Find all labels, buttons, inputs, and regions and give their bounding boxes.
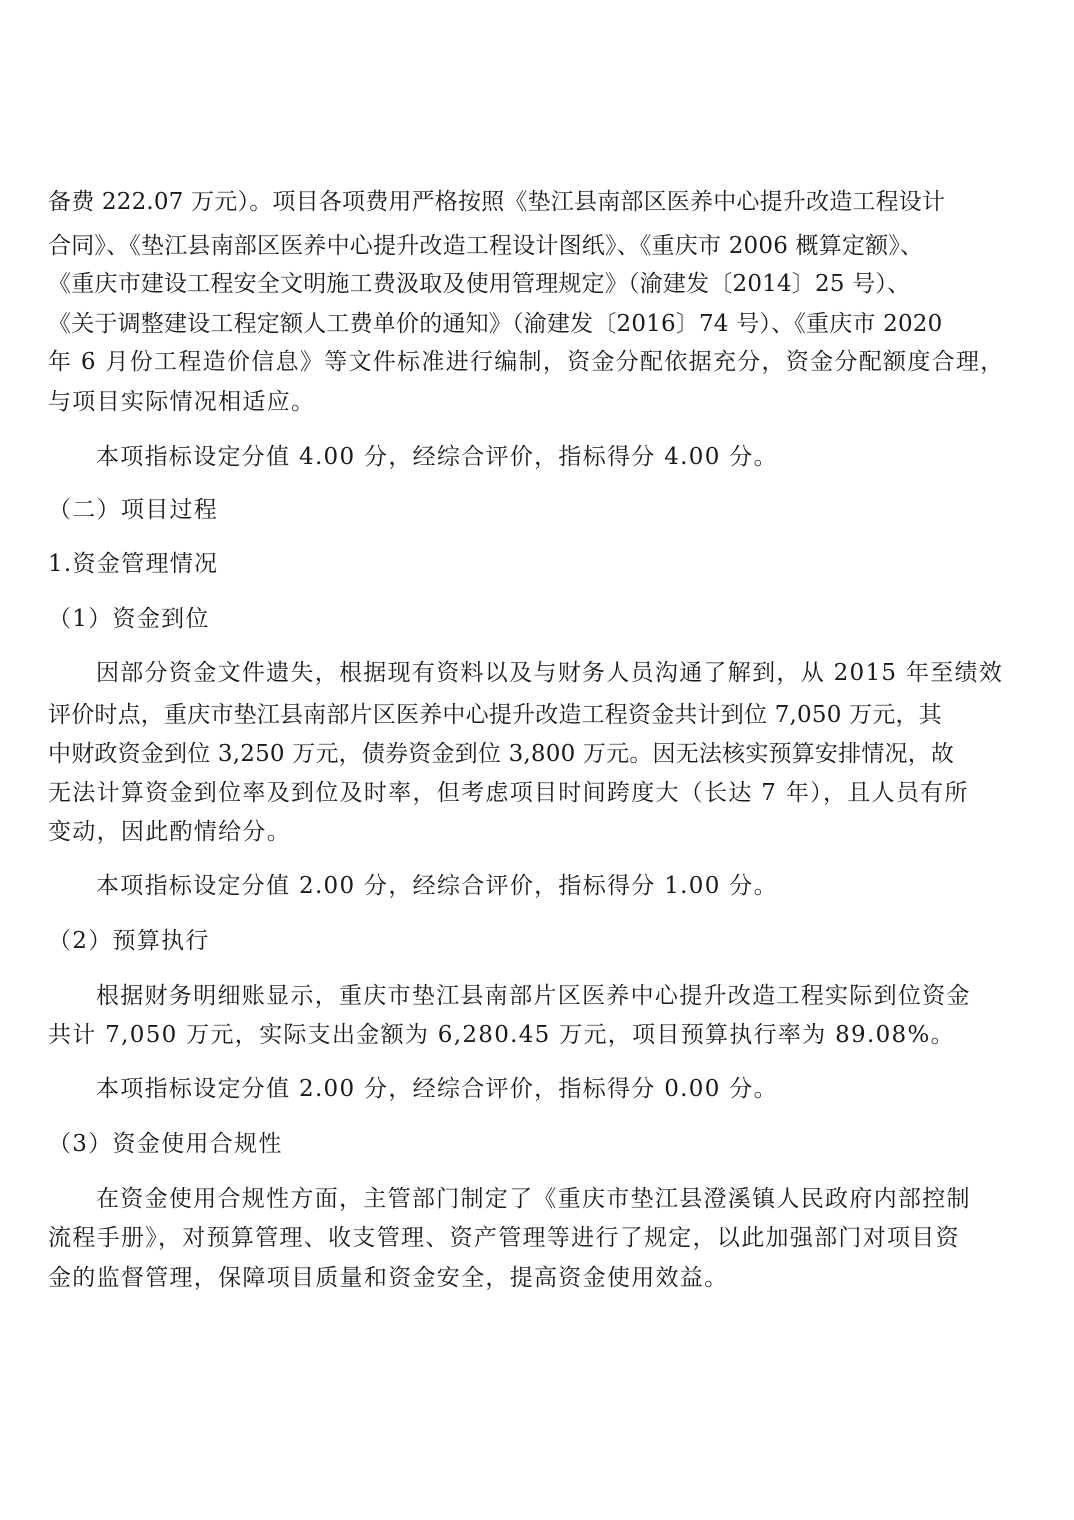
score-statement: 本项指标设定分值 2.00 分，经综合评价，指标得分 0.00 分。 bbox=[96, 1076, 778, 1102]
text-line: 金的监督管理，保障项目质量和资金安全，提高资金使用效益。 bbox=[48, 1265, 729, 1291]
text-line: 无法计算资金到位率及到位及时率，但考虑项目时间跨度大（长达 7 年），且人员有所 bbox=[48, 780, 969, 806]
score-statement: 本项指标设定分值 4.00 分，经综合评价，指标得分 4.00 分。 bbox=[96, 444, 778, 470]
text-line: 流程手册》，对预算管理、收支管理、资产管理等进行了规定，以此加强部门对项目资 bbox=[48, 1225, 960, 1251]
text-line: 与项目实际情况相适应。 bbox=[48, 389, 316, 415]
text-line: 在资金使用合规性方面，主管部门制定了《重庆市垫江县澄溪镇人民政府内部控制 bbox=[96, 1186, 971, 1212]
text-line: 共计 7,050 万元，实际支出金额为 6,280.45 万元，项目预算执行率为 89.08%。 bbox=[48, 1022, 955, 1048]
subsection-heading: 1.资金管理情况 bbox=[48, 551, 219, 577]
text-line: 变动，因此酌情给分。 bbox=[48, 819, 291, 845]
text-line: 《关于调整建设工程定额人工费单价的通知》（渝建发〔2016〕74 号）、《重庆市 2020 bbox=[48, 311, 943, 337]
section-heading: （二）项目过程 bbox=[48, 497, 219, 523]
text-line: 合同》、《垫江县南部区医养中心提升改造工程设计图纸》、《重庆市 2006 概算定额》、 bbox=[48, 233, 924, 259]
text-line: 因部分资金文件遗失，根据现有资料以及与财务人员沟通了解到，从 2015 年至绩效 bbox=[96, 660, 1004, 686]
item-heading: （3）资金使用合规性 bbox=[48, 1131, 283, 1157]
text-line: 年 6 月份工程造价信息》等文件标准进行编制，资金分配依据充分，资金分配额度合理， bbox=[48, 349, 1005, 375]
text-line: 根据财务明细账显示，重庆市垫江县南部片区医养中心提升改造工程实际到位资金 bbox=[96, 983, 971, 1009]
text-line: 《重庆市建设工程安全文明施工费汲取及使用管理规定》（渝建发〔2014〕25 号）、 bbox=[48, 271, 911, 297]
text-line: 评价时点，重庆市垫江县南部片区医养中心提升改造工程资金共计到位 7,050 万元，其 bbox=[48, 702, 942, 728]
score-statement: 本项指标设定分值 2.00 分，经综合评价，指标得分 1.00 分。 bbox=[96, 873, 778, 899]
item-heading: （2）预算执行 bbox=[48, 928, 210, 954]
text-line: 备费 222.07 万元）。项目各项费用严格按照《垫江县南部区医养中心提升改造工程设计 bbox=[48, 189, 946, 215]
item-heading: （1）资金到位 bbox=[48, 606, 210, 632]
text-line: 中财政资金到位 3,250 万元，债券资金到位 3,800 万元。因无法核实预算安排情况，故 bbox=[48, 741, 955, 767]
